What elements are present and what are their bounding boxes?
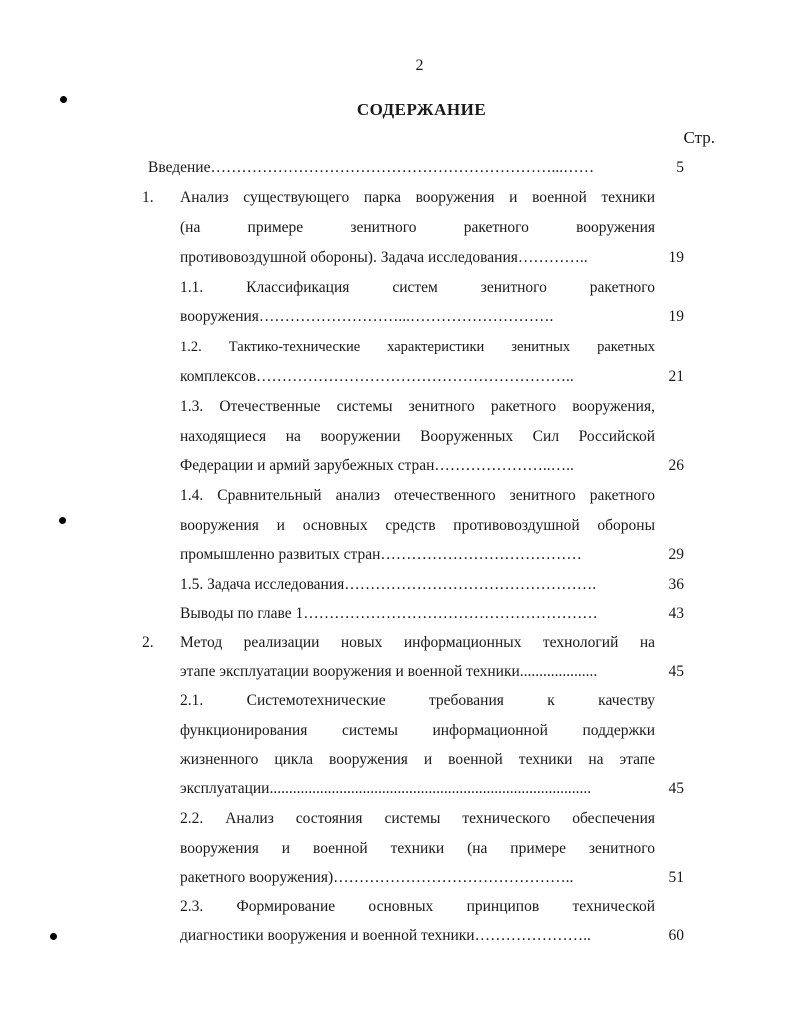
- chapter-1-title-line: Анализ существующего парка вооружения и военной техники: [180, 189, 655, 206]
- toc-page-section-1-4: 29: [668, 546, 684, 563]
- chapter-1-title-line: противовоздушной обороны). Задача исследования…………..: [180, 249, 588, 266]
- toc-page-conclusions-1: 43: [668, 605, 684, 622]
- toc-page-section-2-2: 51: [668, 869, 684, 886]
- section-2-3-line: 2.3. Формирование основных принципов технической: [180, 898, 655, 915]
- section-1-5-line: 1.5. Задача исследования………………………………………….: [180, 576, 597, 593]
- section-1-3-line: 1.3. Отечественные системы зенитного ракетного вооружения,: [180, 398, 655, 415]
- section-2-3-line: диагностики вооружения и военной техники…………………..: [180, 927, 591, 944]
- section-1-4-line: 1.4. Сравнительный анализ отечественного зенитного ракетного: [180, 487, 655, 504]
- scan-punch-mark: [50, 933, 57, 940]
- toc-page-chapter-1: 19: [668, 249, 684, 266]
- scan-punch-mark: [59, 517, 66, 524]
- chapter-2-title-line: этапе эксплуатации вооружения и военной техники....................: [180, 663, 598, 680]
- section-1-2-line: комплексов……………………………………………………..: [180, 368, 574, 385]
- toc-page-section-1-3: 26: [668, 457, 684, 474]
- conclusions-chapter-1: Выводы по главе 1…………………………………………………: [180, 605, 598, 622]
- section-1-4-line: промышленно развитых стран…………………………………: [180, 546, 582, 563]
- toc-page-section-2-3: 60: [668, 927, 684, 944]
- toc-page-introduction: 5: [676, 159, 684, 176]
- section-1-2-line: 1.2. Тактико-технические характеристики зенитных ракетных: [180, 339, 655, 355]
- toc-page-section-1-5: 36: [668, 576, 684, 593]
- toc-page-chapter-2: 45: [668, 663, 684, 680]
- section-2-1-line: жизненного цикла вооружения и военной техники на этапе: [180, 751, 655, 768]
- page-column-label: Стр.: [683, 128, 715, 147]
- toc-page-section-1-2: 21: [668, 368, 684, 385]
- section-2-2-line: 2.2. Анализ состояния системы технического обеспечения: [180, 810, 655, 827]
- chapter-2-number: 2.: [142, 634, 154, 651]
- section-1-1-line: 1.1. Классификация систем зенитного ракетного: [180, 279, 655, 296]
- scan-punch-mark: [60, 96, 67, 103]
- chapter-1-number: 1.: [142, 189, 154, 206]
- toc-entry-introduction: Введение…………………………………………………………...……: [148, 159, 595, 176]
- chapter-1-title-line: (на примере зенитного ракетного вооружения: [180, 219, 655, 236]
- chapter-2-title-line: Метод реализации новых информационных технологий на: [180, 634, 655, 651]
- section-1-3-line: находящиеся на вооружении Вооруженных Сил Российской: [180, 428, 655, 445]
- page-title: СОДЕРЖАНИЕ: [356, 100, 487, 119]
- section-1-3-line: Федерации и армий зарубежных стран…………………..…..: [180, 457, 574, 474]
- section-1-4-line: вооружения и основных средств противовоздушной обороны: [180, 517, 655, 534]
- section-2-2-line: ракетного вооружения)………………………………………..: [180, 869, 574, 886]
- page-number: 2: [415, 57, 424, 74]
- section-2-1-line: эксплуатации...................................................................................: [180, 780, 592, 797]
- section-1-1-line: вооружения………………………...……………………….: [180, 308, 554, 325]
- section-2-1-line: функционирования системы информационной поддержки: [180, 722, 655, 739]
- toc-page-section-1-1: 19: [668, 308, 684, 325]
- section-2-2-line: вооружения и военной техники (на примере зенитного: [180, 840, 655, 857]
- section-2-1-line: 2.1. Системотехнические требования к качеству: [180, 692, 655, 709]
- toc-page-section-2-1: 45: [668, 780, 684, 797]
